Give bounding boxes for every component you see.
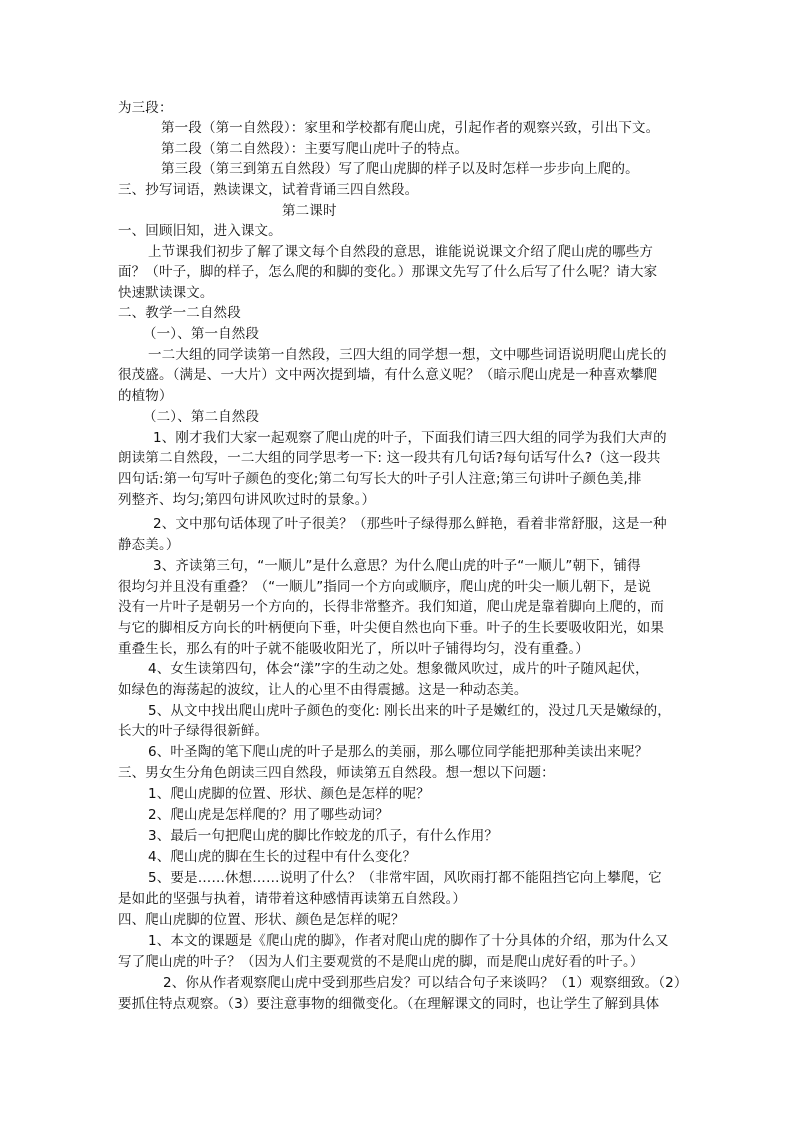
text-line: 6、叶圣陶的笔下爬山虎的叶子是那么的美丽，那么哪位同学能把那种美读出来呢？ (148, 744, 649, 760)
text-line: 4、女生读第四句，体会“漾”字的生动之处。想象微风吹过，成片的叶子随风起伏， (148, 661, 649, 677)
text-line: 上节课我们初步了解了课文每个自然段的意思，谁能说说课文介绍了爬山虎的哪些方 (148, 244, 654, 260)
text-line: 2、爬山虎是怎样爬的？用了哪些动词？ (148, 807, 389, 823)
text-line: 三、男女生分角色朗读三四自然段，师读第五自然段。想一想以下问题： (118, 765, 555, 781)
text-line: 与它的脚相反方向长的叶柄便向下垂，叶尖便自然也向下垂。叶子的生长要吸收阳光，如果 (118, 620, 664, 636)
text-line: 很茂盛。（满是、一大片）文中两次提到墙，有什么意义呢？（暗示爬山虎是一种喜欢攀爬 (118, 367, 658, 383)
text-line: 1、刚才我们大家一起观察了爬山虎的叶子，下面我们请三四大组的同学为我们大声的 (153, 430, 667, 446)
text-line: 1、爬山虎脚的位置、形状、颜色是怎样的呢？ (148, 786, 430, 802)
text-line: 一二大组的同学读第一自然段，三四大组的同学想一想，文中哪些词语说明爬山虎长的 (148, 347, 667, 363)
text-line: 面？（叶子，脚的样子，怎么爬的和脚的变化。）那课文先写了什么后写了什么呢？请大家 (118, 264, 658, 280)
text-line: 长大的叶子绿得很新鲜。 (118, 723, 269, 739)
text-line: 如绿色的海荡起的波纹，让人的心里不由得震撼。这是一种动态美。 (118, 682, 528, 698)
text-line: （一）、第一自然段 (143, 326, 260, 342)
text-line: 三、抄写词语，熟读课文，试着背诵三四自然段。 (118, 182, 419, 198)
section-heading: 第二课时 (282, 203, 337, 219)
text-line: 第三段（第三到第五自然段）写了爬山虎脚的样子以及时怎样一步步向上爬的。 (161, 161, 639, 177)
text-line: 要抓住特点观察。（3）要注意事物的细微变化。（在理解课文的同时，也让学生了解到具体 (118, 996, 660, 1012)
text-line: 是如此的坚强与执着，请带着这种感情再读第五自然段。） (118, 891, 467, 907)
text-line: 为三段： (118, 100, 173, 116)
text-line: 3、最后一句把爬山虎的脚比作蛟龙的爪子，有什么作用？ (148, 828, 498, 844)
text-line: （二）、第二自然段 (143, 409, 260, 425)
text-line: 二、教学一二自然段 (118, 305, 241, 321)
text-line: 一、回顾旧知，进入课文。 (118, 223, 282, 239)
text-line: 静态美。） (118, 537, 180, 553)
text-line: 2、文中那句话体现了叶子很美？（那些叶子绿得那么鲜艳，看着非常舒服，这是一种 (153, 516, 667, 532)
text-line: 3、齐读第三句，“一顺儿”是什么意思？为什么爬山虎的叶子“一顺儿”朝下，铺得 (153, 558, 641, 574)
text-line: 没有一片叶子是朝另一个方向的，长得非常整齐。我们知道，爬山虎是靠着脚向上爬的，而 (118, 599, 664, 615)
text-line: 2、你从作者观察爬山虎中受到那些启发？可以结合句子来谈吗？（1）观察细致。（2） (163, 975, 688, 991)
text-line: 的植物） (118, 388, 173, 404)
text-line: 朗读第二自然段，一二大组的同学思考一下: 这一段共有几句话?每句话写什么?（这一段共 (118, 450, 661, 466)
text-line: 列整齐、均匀;第四句讲风吹过时的景象。） (118, 492, 376, 508)
text-line: 第二段（第二自然段）：主要写爬山虎叶子的特点。 (161, 141, 469, 157)
text-line: 重叠生长，那么有的叶子就不能吸收阳光了，所以叶子铺得均匀，没有重叠。） (118, 641, 589, 657)
text-line: 写了爬山虎的叶子？（因为人们主要观赏的不是爬山虎的脚，而是爬山虎好看的叶子。） (118, 954, 644, 970)
text-line: 第一段（第一自然段）：家里和学校都有爬山虎，引起作者的观察兴致，引出下文。 (161, 120, 660, 136)
text-line: 5、从文中找出爬山虎叶子颜色的变化: 刚长出来的叶子是嫩红的，没过几天是嫩绿的， (148, 703, 671, 719)
text-line: 1、本文的课题是《爬山虎的脚》，作者对爬山虎的脚作了十分具体的介绍，那为什么又 (148, 933, 669, 949)
text-line: 四句话:第一句写叶子颜色的变化;第二句写长大的叶子引人注意;第三句讲叶子颜色美,排 (118, 471, 642, 487)
text-line: 快速默读课文。 (118, 285, 214, 301)
text-line: 四、爬山虎脚的位置、形状、颜色是怎样的呢？ (118, 912, 405, 928)
text-line: 4、爬山虎的脚在生长的过程中有什么变化？ (148, 849, 417, 865)
text-line: 5、要是……休想……说明了什么？（非常牢固，风吹雨打都不能阻挡它向上攀爬，它 (148, 870, 662, 886)
text-line: 很均匀并且没有重叠？（“一顺儿”指同一个方向或顺序，爬山虎的叶尖一顺儿朝下，是说 (118, 579, 651, 595)
